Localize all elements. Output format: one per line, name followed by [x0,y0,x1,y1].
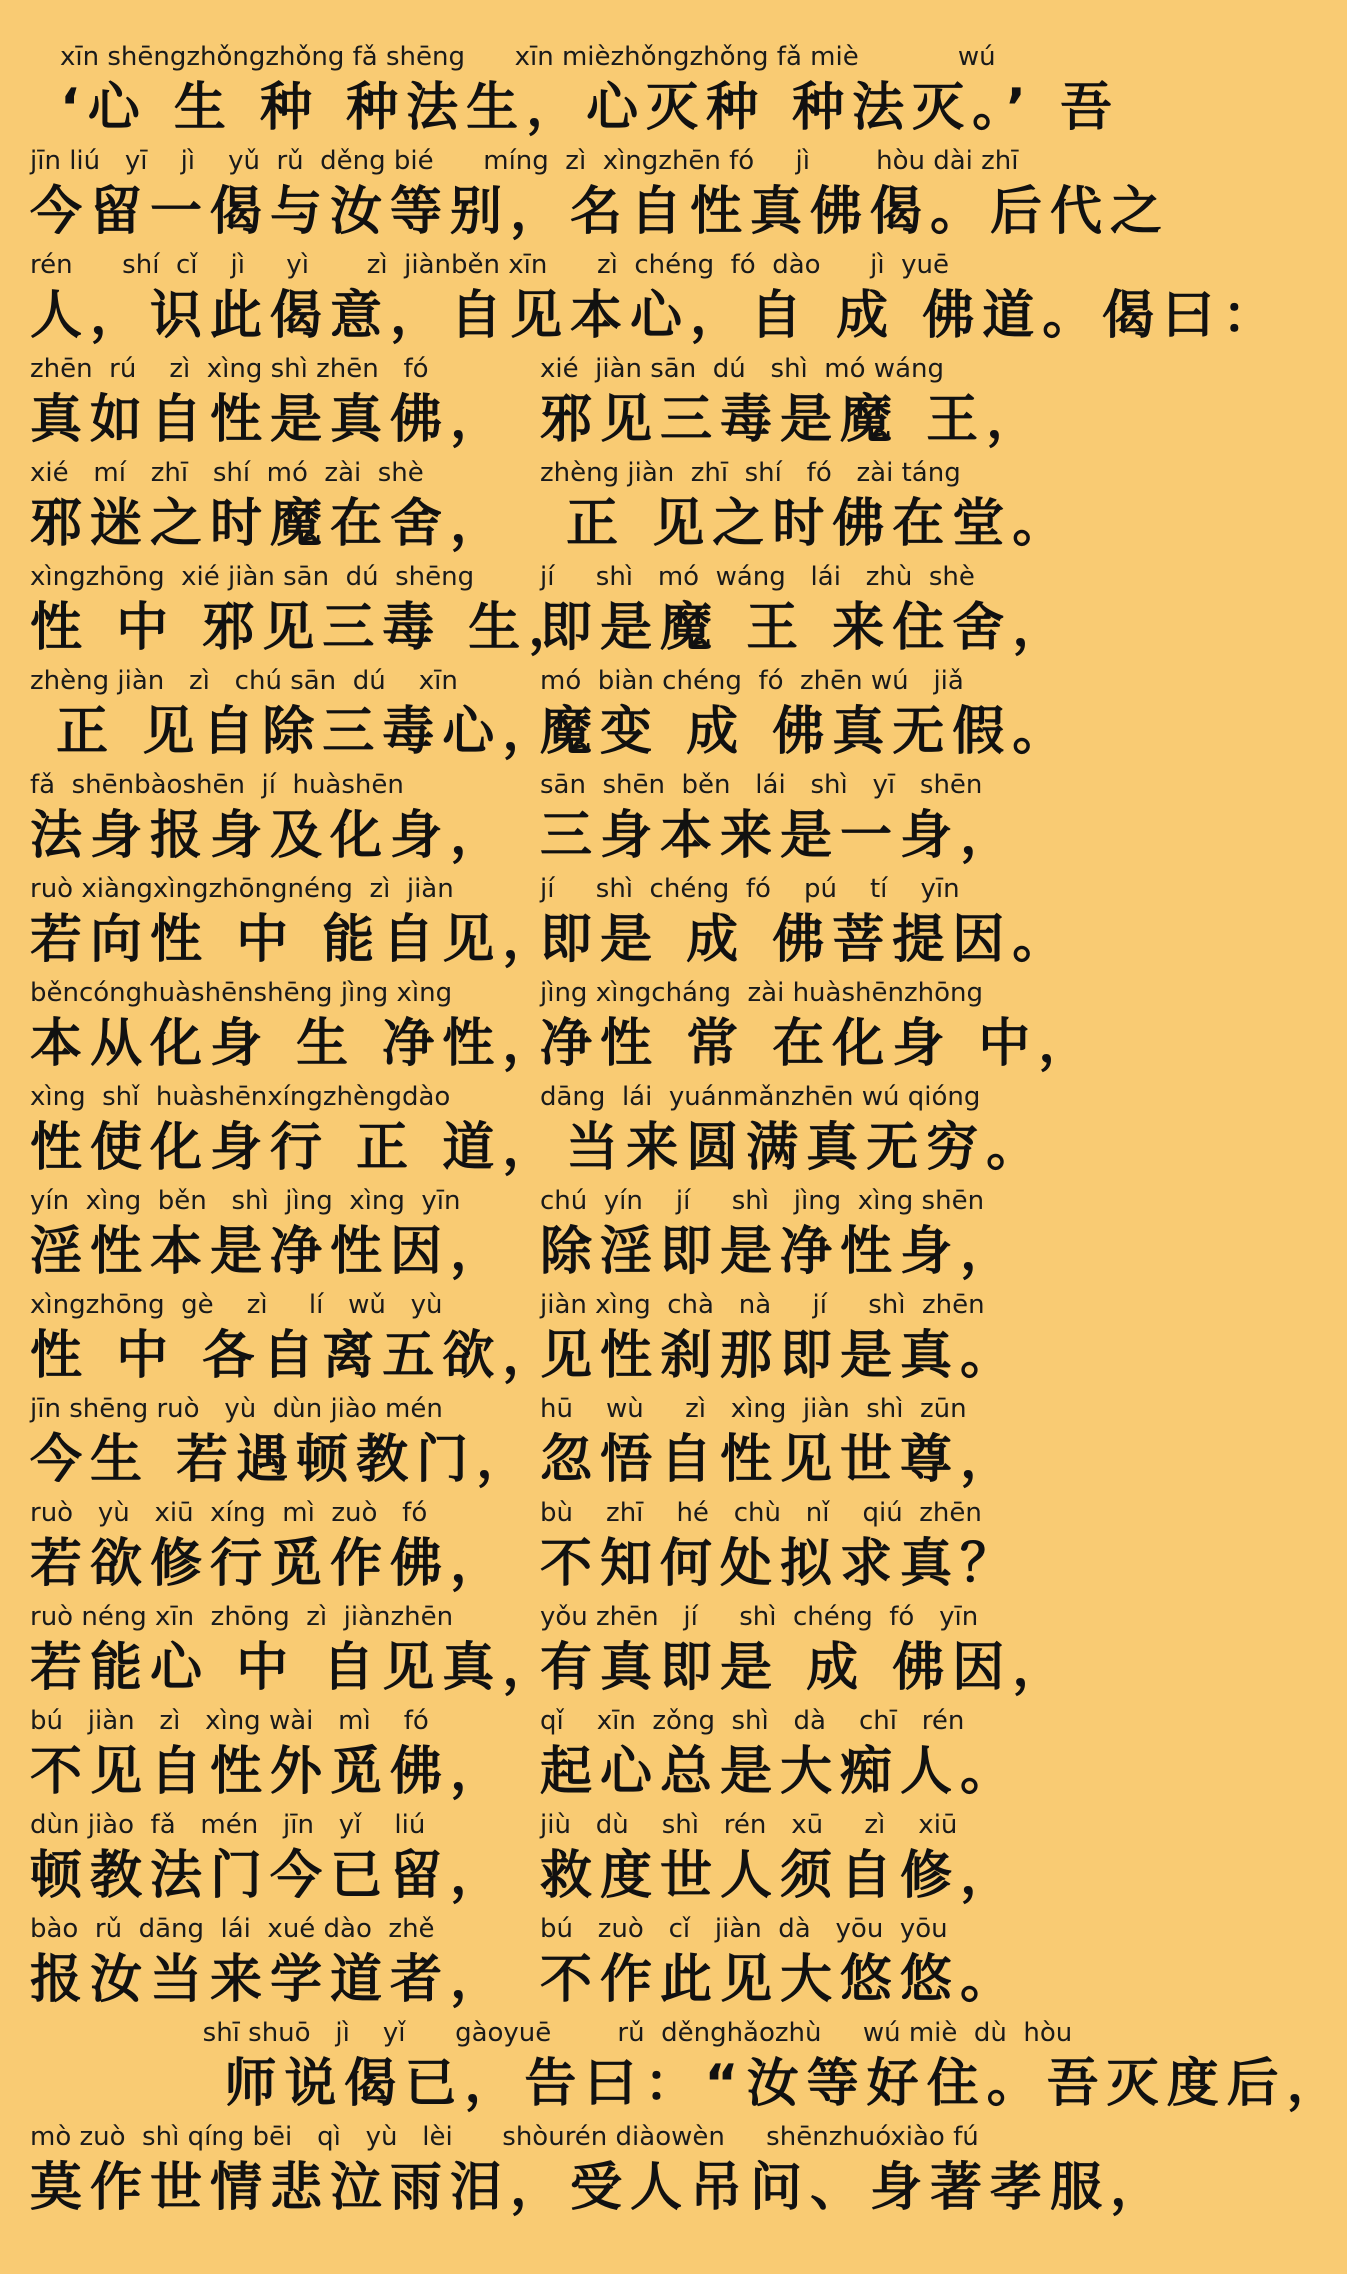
hanzi-left: ‘心 生 种 种法生，心灭种 种法灭。’ 吾 [60,78,1121,138]
verse-line [0,1496,1080,1600]
hanzi-left: 师说偈已，告曰：“汝等好住。吾灭度后， [120,2054,1347,2114]
verse-line [0,560,1080,664]
hanzi-left: 淫性本是净性因， [30,1222,511,1282]
pinyin-left: xié mí zhī shí mó zài shè [30,458,424,488]
verse-line [0,1704,1080,1808]
hanzi-left: 正 见自除三毒心， [30,702,563,762]
hanzi-right: 正 见之时佛在堂。 [540,494,1073,554]
hanzi-right: 即是 成 佛菩提因。 [540,910,1073,970]
verse-line [0,456,1080,560]
pinyin-right: qǐ xīn zǒng shì dà chī rén [540,1706,965,1736]
pinyin-left: ruò néng xīn zhōng zì jiànzhēn [30,1602,454,1632]
pinyin-right: jiàn xìng chà nà jí shì zhēn [540,1290,985,1320]
hanzi-right: 救度世人须自修， [540,1846,1021,1906]
pinyin-left: běncónghuàshēnshēng jìng xìng [30,978,453,1008]
hanzi-right: 当来圆满真无穷。 [540,1118,1047,1178]
pinyin-left: ruò xiàngxìngzhōngnéng zì jiàn [30,874,454,904]
pinyin-right: yǒu zhēn jí shì chéng fó yīn [540,1602,979,1632]
hanzi-left: 性 中 各自离五欲， [30,1326,563,1386]
verse-line [0,248,1283,352]
pinyin-left: yín xìng běn shì jìng xìng yīn [30,1186,461,1216]
hanzi-right: 邪见三毒是魔 王， [540,390,1047,450]
pinyin-right: mó biàn chéng fó zhēn wú jiǎ [540,666,964,696]
pinyin-left: ruò yù xiū xíng mì zuò fó [30,1498,428,1528]
verse-line [0,976,1099,1080]
hanzi-right: 魔变 成 佛真无假。 [540,702,1073,762]
hanzi-right: 不作此见大悠悠。 [540,1950,1021,2010]
hanzi-left: 报汝当来学道者， [30,1950,511,2010]
pinyin-right: chú yín jí shì jìng xìng shēn [540,1186,985,1216]
verse-line [0,2016,1347,2120]
pinyin-left: fǎ shēnbàoshēn jí huàshēn [30,770,404,800]
pinyin-right: hū wù zì xìng jiàn shì zūn [540,1394,967,1424]
verse-line [0,872,1080,976]
pinyin-left: dùn jiào fǎ mén jīn yǐ liú [30,1810,426,1840]
hanzi-right: 忽悟自性见世尊， [540,1430,1021,1490]
verse-line [0,40,1121,144]
pinyin-left: shī shuō jì yǐ gàoyuē rǔ děnghǎozhù wú miè dù hòu [120,2018,1073,2048]
verse-line [0,664,1080,768]
verse-line [0,1392,1080,1496]
pinyin-right: sān shēn běn lái shì yī shēn [540,770,983,800]
pinyin-right: jìng xìngcháng zài huàshēnzhōng [540,978,983,1008]
pinyin-left: jīn liú yī jì yǔ rǔ děng bié míng zì xìngzhēn fó jì hòu dài zhī [30,146,1019,176]
pinyin-left: zhēn rú zì xìng shì zhēn fó [30,354,429,384]
verse-line [0,1808,1080,1912]
verse-line [0,1184,1080,1288]
hanzi-left: 人，识此偈意，自见本心，自 成 佛道。偈曰： [30,286,1283,346]
hanzi-left: 性 中 邪见三毒 生， [30,598,589,658]
verse-line [0,1600,1080,1704]
hanzi-left: 法身报身及化身， [30,806,511,866]
hanzi-right: 即是魔 王 来住舍， [540,598,1073,658]
pinyin-right: bú zuò cǐ jiàn dà yōu yōu [540,1914,948,1944]
hanzi-right: 净性 常 在化身 中， [540,1014,1099,1074]
pinyin-right: bù zhī hé chù nǐ qiú zhēn [540,1498,982,1528]
pinyin-left: rén shí cǐ jì yì zì jiànběn xīn zì chéng fó dào jì yuē [30,250,949,280]
hanzi-left: 本从化身 生 净性， [30,1014,563,1074]
pinyin-right: dāng lái yuánmǎnzhēn wú qióng [540,1082,981,1112]
pinyin-left: zhèng jiàn zì chú sān dú xīn [30,666,458,696]
pinyin-left: xìngzhōng xié jiàn sān dú shēng [30,562,475,592]
pinyin-left: jīn shēng ruò yù dùn jiào mén [30,1394,443,1424]
hanzi-right: 除淫即是净性身， [540,1222,1021,1282]
pinyin-left: xìng shǐ huàshēnxíngzhèngdào [30,1082,451,1112]
hanzi-left: 不见自性外觅佛， [30,1742,511,1802]
hanzi-right: 三身本来是一身， [540,806,1021,866]
verse-line [0,1080,1080,1184]
pinyin-left: xīn shēngzhǒngzhǒng fǎ shēng xīn mièzhǒngzhǒng fǎ miè wú [60,42,996,72]
hanzi-left: 若向性 中 能自见， [30,910,563,970]
hanzi-right: 有真即是 成 佛因， [540,1638,1073,1698]
hanzi-left: 若能心 中 自见真， [30,1638,563,1698]
verse-line [0,144,1171,248]
pinyin-right: zhèng jiàn zhī shí fó zài táng [540,458,961,488]
hanzi-right: 起心总是大痴人。 [540,1742,1021,1802]
pinyin-right: jí shì chéng fó pú tí yīn [540,874,960,904]
hanzi-left: 若欲修行觅作佛， [30,1534,511,1594]
pinyin-left: bú jiàn zì xìng wài mì fó [30,1706,429,1736]
hanzi-right: 不知何处拟求真？ [540,1534,1021,1594]
verse-line [0,1288,1080,1392]
hanzi-right: 见性刹那即是真。 [540,1326,1021,1386]
pinyin-left: xìngzhōng gè zì lí wǔ yù [30,1290,443,1320]
pinyin-left: mò zuò shì qíng bēi qì yù lèi shòurén diàowèn shēnzhuóxiào fú [30,2122,979,2152]
hanzi-left: 邪迷之时魔在舍， [30,494,511,554]
pinyin-right: jiù dù shì rén xū zì xiū [540,1810,958,1840]
hanzi-left: 性使化身行 正 道， [30,1118,563,1178]
verse-line [0,768,1080,872]
pinyin-right: jí shì mó wáng lái zhù shè [540,562,975,592]
hanzi-left: 真如自性是真佛， [30,390,511,450]
pinyin-right: xié jiàn sān dú shì mó wáng [540,354,944,384]
hanzi-left: 莫作世情悲泣雨泪，受人吊问、身著孝服， [30,2158,1171,2218]
hanzi-left: 顿教法门今已留， [30,1846,511,1906]
hanzi-left: 今留一偈与汝等别，名自性真佛偈。后代之 [30,182,1171,242]
verse-line [0,2120,1171,2224]
verse-line [0,1912,1080,2016]
verse-line [0,352,1080,456]
hanzi-left: 今生 若遇顿教门， [30,1430,537,1490]
pinyin-left: bào rǔ dāng lái xué dào zhě [30,1914,435,1944]
